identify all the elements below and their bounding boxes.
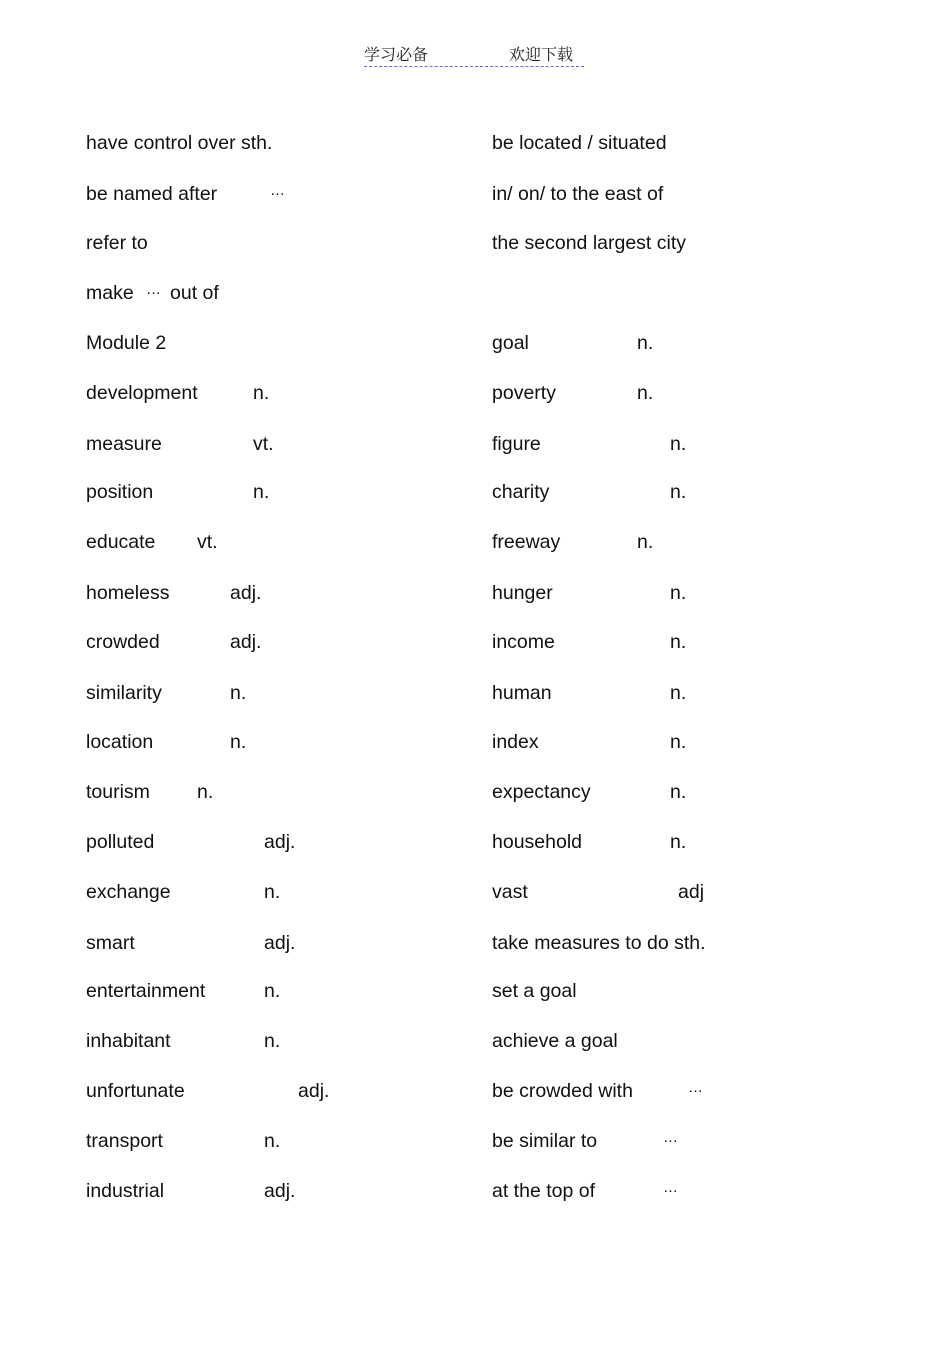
vocab-term: similarity (86, 682, 162, 704)
part-of-speech: n. (637, 382, 654, 404)
part-of-speech: adj. (264, 932, 296, 954)
vocab-term: be named after (86, 183, 218, 205)
ellipsis-mark: … (663, 1179, 679, 1196)
page-header (364, 40, 584, 67)
vocab-term: index (492, 731, 539, 753)
vocab-term: tourism (86, 781, 150, 803)
vocab-term: Module 2 (86, 332, 167, 354)
vocab-term-continuation: out of (170, 282, 219, 304)
part-of-speech: n. (264, 1030, 281, 1052)
part-of-speech: n. (670, 481, 687, 503)
ellipsis-mark: … (270, 182, 286, 199)
vocab-term: exchange (86, 881, 171, 903)
part-of-speech: n. (670, 631, 687, 653)
part-of-speech: n. (670, 582, 687, 604)
part-of-speech: adj. (230, 631, 262, 653)
vocab-term: unfortunate (86, 1080, 185, 1102)
vocab-term: position (86, 481, 154, 503)
vocab-term: goal (492, 332, 529, 354)
part-of-speech: n. (264, 881, 281, 903)
vocab-term: crowded (86, 631, 160, 653)
vocab-term: be crowded with (492, 1080, 633, 1102)
header-right-text: 欢迎下载 (509, 45, 574, 64)
header-left-text: 学习必备 (364, 45, 429, 64)
ellipsis-mark: … (688, 1079, 704, 1096)
vocab-term: be similar to (492, 1130, 598, 1152)
part-of-speech: adj. (298, 1080, 330, 1102)
vocab-term: entertainment (86, 980, 206, 1002)
vocab-term: hunger (492, 582, 553, 604)
vocab-term: charity (492, 481, 550, 503)
part-of-speech: n. (670, 781, 687, 803)
vocab-term: make (86, 282, 134, 304)
vocab-term: vast (492, 881, 528, 903)
part-of-speech: adj (678, 881, 705, 903)
vocab-term: transport (86, 1130, 163, 1152)
vocab-term: set a goal (492, 980, 577, 1002)
vocab-term: development (86, 382, 198, 404)
part-of-speech: n. (197, 781, 214, 803)
vocab-term: in/ on/ to the east of (492, 183, 664, 205)
vocab-term: expectancy (492, 781, 591, 803)
part-of-speech: adj. (264, 831, 296, 853)
part-of-speech: n. (253, 481, 270, 503)
part-of-speech: n. (253, 382, 270, 404)
vocab-term: income (492, 631, 555, 653)
vocab-term: achieve a goal (492, 1030, 618, 1052)
vocab-term: location (86, 731, 154, 753)
vocab-term: industrial (86, 1180, 165, 1202)
part-of-speech: n. (670, 433, 687, 455)
ellipsis-mark: … (146, 281, 162, 298)
part-of-speech: n. (230, 731, 247, 753)
part-of-speech: vt. (253, 433, 274, 455)
part-of-speech: n. (264, 1130, 281, 1152)
part-of-speech: n. (264, 980, 281, 1002)
part-of-speech: adj. (230, 582, 262, 604)
part-of-speech: vt. (197, 531, 218, 553)
part-of-speech: n. (670, 682, 687, 704)
part-of-speech: n. (637, 332, 654, 354)
part-of-speech: adj. (264, 1180, 296, 1202)
part-of-speech: n. (670, 831, 687, 853)
part-of-speech: n. (637, 531, 654, 553)
vocab-term: inhabitant (86, 1030, 171, 1052)
vocab-term: have control over sth. (86, 132, 273, 154)
vocab-term: polluted (86, 831, 155, 853)
vocab-term: homeless (86, 582, 170, 604)
vocab-term: educate (86, 531, 156, 553)
vocab-term: smart (86, 932, 135, 954)
vocab-term: take measures to do sth. (492, 932, 706, 954)
vocab-term: refer to (86, 232, 148, 254)
vocab-term: poverty (492, 382, 556, 404)
vocab-term: household (492, 831, 582, 853)
vocab-term: at the top of (492, 1180, 595, 1202)
vocab-term: freeway (492, 531, 561, 553)
part-of-speech: n. (230, 682, 247, 704)
part-of-speech: n. (670, 731, 687, 753)
ellipsis-mark: … (663, 1129, 679, 1146)
vocab-term: be located / situated (492, 132, 667, 154)
vocab-term: figure (492, 433, 541, 455)
vocab-term: measure (86, 433, 162, 455)
vocab-term: human (492, 682, 552, 704)
vocab-term: the second largest city (492, 232, 687, 254)
